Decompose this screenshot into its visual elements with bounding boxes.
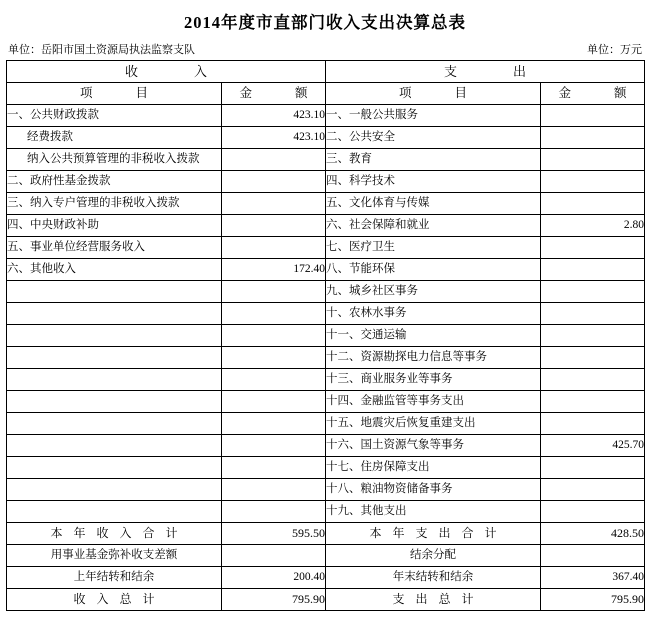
expense-amount-cell <box>541 281 645 303</box>
expense-amount-cell <box>541 259 645 281</box>
income-amount-cell <box>222 413 326 435</box>
table-row <box>7 347 645 369</box>
expense-total-label: 本 年 支 出 合 计 <box>326 523 541 545</box>
expense-item-cell: 十五、地震灾后恢复重建支出 <box>326 413 541 435</box>
income-item-cell: 六、其他收入 <box>7 259 222 281</box>
income-amount-cell <box>222 369 326 391</box>
expense-grand-amount: 795.90 <box>541 589 645 611</box>
income-amount-cell <box>222 149 326 171</box>
table-row <box>7 215 645 237</box>
income-amount-header: 金 额 <box>222 83 326 105</box>
expense-item-cell: 三、教育 <box>326 149 541 171</box>
income-item-cell <box>7 413 222 435</box>
income-item-cell: 三、纳入专户管理的非税收入拨款 <box>7 193 222 215</box>
income-amount-cell <box>222 391 326 413</box>
income-item-cell: 二、政府性基金拨款 <box>7 171 222 193</box>
expense-item-cell: 七、医疗卫生 <box>326 237 541 259</box>
income-total-amount: 595.50 <box>222 523 326 545</box>
income-item-cell <box>7 303 222 325</box>
income-item-cell <box>7 281 222 303</box>
expense-amount-cell: 2.80 <box>541 215 645 237</box>
income-grand-label: 收 入 总 计 <box>7 589 222 611</box>
table-row <box>7 413 645 435</box>
income-carryover-label: 上年结转和结余 <box>7 567 222 589</box>
table-row <box>7 105 645 127</box>
table-row <box>7 391 645 413</box>
expense-amount-cell <box>541 479 645 501</box>
income-amount-cell <box>222 325 326 347</box>
income-amount-cell <box>222 193 326 215</box>
expense-amount-cell <box>541 391 645 413</box>
expense-amount-header: 金 额 <box>541 83 645 105</box>
income-item-header: 项 目 <box>7 83 222 105</box>
expense-amount-cell <box>541 171 645 193</box>
income-amount-cell <box>222 457 326 479</box>
currency-unit-label: 单位：万元 <box>587 44 642 56</box>
income-amount-cell: 423.10 <box>222 127 326 149</box>
expense-amount-cell <box>541 149 645 171</box>
summary-row <box>7 589 645 611</box>
income-amount-cell <box>222 303 326 325</box>
budget-table <box>6 60 645 611</box>
income-grand-amount: 795.90 <box>222 589 326 611</box>
table-row <box>7 457 645 479</box>
income-item-cell <box>7 479 222 501</box>
income-item-cell: 经费拨款 <box>7 127 222 149</box>
table-row <box>7 479 645 501</box>
expense-item-cell: 四、科学技术 <box>326 171 541 193</box>
income-amount-cell <box>222 171 326 193</box>
summary-row <box>7 523 645 545</box>
income-amount-cell <box>222 215 326 237</box>
expense-item-cell: 五、文化体育与传媒 <box>326 193 541 215</box>
expense-group-header: 支 出 <box>326 61 645 83</box>
expense-amount-cell <box>541 369 645 391</box>
income-item-cell <box>7 457 222 479</box>
page-title: 2014年度市直部门收入支出决算总表 <box>184 13 466 32</box>
expense-amount-cell <box>541 237 645 259</box>
expense-grand-label: 支 出 总 计 <box>326 589 541 611</box>
income-amount-cell <box>222 347 326 369</box>
expense-amount-cell <box>541 501 645 523</box>
column-header-row <box>7 83 645 105</box>
expense-item-cell: 二、公共安全 <box>326 127 541 149</box>
table-row <box>7 259 645 281</box>
expense-item-cell: 十一、交通运输 <box>326 325 541 347</box>
expense-amount-cell <box>541 325 645 347</box>
expense-carryover-label: 年末结转和结余 <box>326 567 541 589</box>
expense-carryover-amount: 367.40 <box>541 567 645 589</box>
income-item-cell <box>7 369 222 391</box>
income-amount-cell <box>222 479 326 501</box>
expense-item-cell: 十二、资源勘探电力信息等事务 <box>326 347 541 369</box>
expense-item-cell: 十六、国土资源气象等事务 <box>326 435 541 457</box>
expense-item-cell: 八、节能环保 <box>326 259 541 281</box>
income-item-cell: 四、中央财政补助 <box>7 215 222 237</box>
expense-amount-cell: 425.70 <box>541 435 645 457</box>
unit-name-label: 单位：岳阳市国土资源局执法监察支队 <box>8 44 195 56</box>
expense-amount-cell <box>541 457 645 479</box>
income-group-header: 收 入 <box>7 61 326 83</box>
income-carryover-amount: 200.40 <box>222 567 326 589</box>
table-row <box>7 369 645 391</box>
income-amount-cell: 423.10 <box>222 105 326 127</box>
expense-item-cell: 六、社会保障和就业 <box>326 215 541 237</box>
table-row <box>7 303 645 325</box>
table-row <box>7 127 645 149</box>
expense-item-header: 项 目 <box>326 83 541 105</box>
income-amount-cell <box>222 281 326 303</box>
income-item-cell <box>7 391 222 413</box>
table-row <box>7 149 645 171</box>
table-row <box>7 501 645 523</box>
table-row <box>7 171 645 193</box>
subheader <box>6 41 644 60</box>
expense-item-cell: 一、一般公共服务 <box>326 105 541 127</box>
expense-item-cell: 十、农林水事务 <box>326 303 541 325</box>
income-adjust-amount <box>222 545 326 567</box>
expense-item-cell: 十九、其他支出 <box>326 501 541 523</box>
expense-item-cell: 十八、粮油物资储备事务 <box>326 479 541 501</box>
income-item-cell <box>7 501 222 523</box>
expense-amount-cell <box>541 127 645 149</box>
income-item-cell: 纳入公共预算管理的非税收入拨款 <box>7 149 222 171</box>
income-item-cell <box>7 435 222 457</box>
income-item-cell: 五、事业单位经营服务收入 <box>7 237 222 259</box>
income-amount-cell <box>222 435 326 457</box>
income-adjust-label: 用事业基金弥补收支差额 <box>7 545 222 567</box>
expense-amount-cell <box>541 105 645 127</box>
group-header-row <box>7 61 645 83</box>
expense-amount-cell <box>541 193 645 215</box>
table-row <box>7 237 645 259</box>
summary-row <box>7 567 645 589</box>
income-amount-cell <box>222 237 326 259</box>
income-item-cell: 一、公共财政拨款 <box>7 105 222 127</box>
table-row <box>7 325 645 347</box>
expense-amount-cell <box>541 347 645 369</box>
expense-amount-cell <box>541 413 645 435</box>
table-row <box>7 435 645 457</box>
income-amount-cell: 172.40 <box>222 259 326 281</box>
expense-total-amount: 428.50 <box>541 523 645 545</box>
table-row <box>7 281 645 303</box>
income-item-cell <box>7 325 222 347</box>
expense-amount-cell <box>541 303 645 325</box>
expense-item-cell: 十七、住房保障支出 <box>326 457 541 479</box>
expense-item-cell: 九、城乡社区事务 <box>326 281 541 303</box>
income-item-cell <box>7 347 222 369</box>
expense-distribute-amount <box>541 545 645 567</box>
expense-item-cell: 十四、金融监管等事务支出 <box>326 391 541 413</box>
table-row <box>7 193 645 215</box>
summary-row <box>7 545 645 567</box>
income-amount-cell <box>222 501 326 523</box>
income-total-label: 本 年 收 入 合 计 <box>7 523 222 545</box>
expense-distribute-label: 结余分配 <box>326 545 541 567</box>
expense-item-cell: 十三、商业服务业等事务 <box>326 369 541 391</box>
